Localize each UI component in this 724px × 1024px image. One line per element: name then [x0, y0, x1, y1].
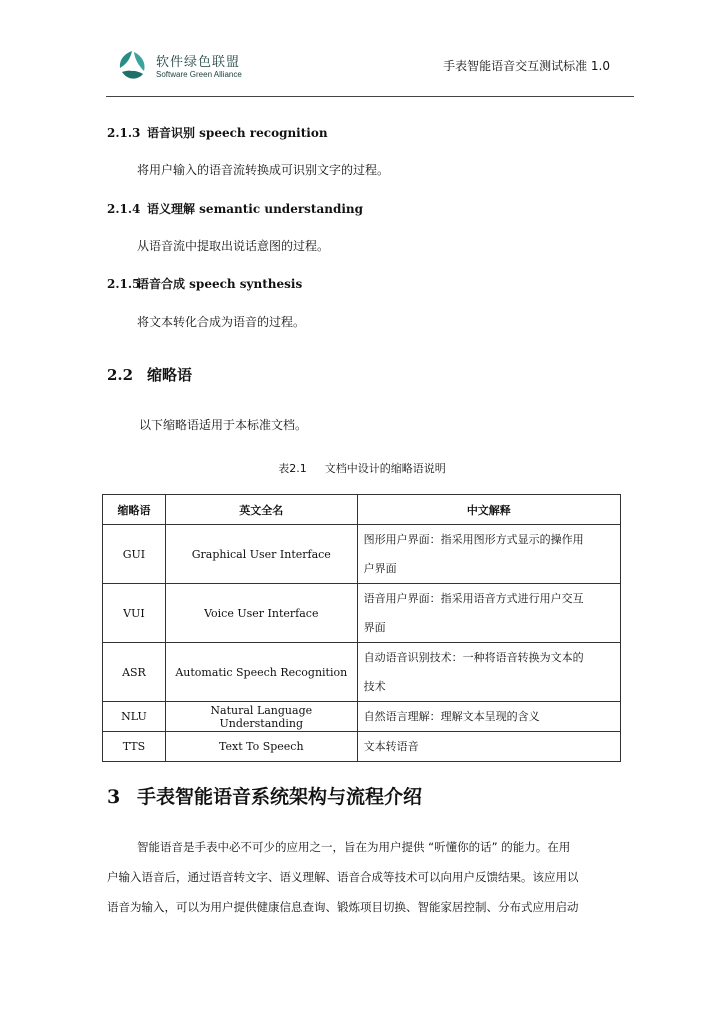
paragraph-2-1-4: 从语音流中提取出说话意图的过程。	[137, 239, 330, 253]
cell-abbr: VUI	[103, 584, 166, 643]
heading-3	[107, 782, 422, 809]
cell-abbr: GUI	[103, 525, 166, 584]
logo-text-cn: 软件绿色联盟	[156, 55, 241, 70]
cn-line: 技术	[363, 680, 386, 693]
cell-abbr: NLU	[103, 702, 166, 732]
heading-2-2	[107, 364, 192, 385]
header-full-name: 英文全名	[165, 495, 357, 525]
heading-title: 语义理解 semantic understanding	[147, 202, 364, 216]
table-row	[103, 525, 621, 584]
cell-full-name: Text To Speech	[165, 732, 357, 762]
caption-number: 表2.1	[278, 462, 307, 475]
caption-text: 文档中设计的缩略语说明	[324, 462, 446, 475]
cn-line: 图形用户界面：指采用图形方式显示的操作用	[363, 533, 584, 546]
header-abbr: 缩略语	[103, 495, 166, 525]
heading-title: 缩略语	[147, 366, 193, 384]
cell-full-name: Natural Language Understanding	[165, 702, 357, 732]
abbreviation-table	[102, 494, 621, 762]
document-title: 手表智能语音交互测试标准 1.0	[443, 59, 610, 73]
cell-abbr: ASR	[103, 643, 166, 702]
paragraph-2-1-3: 将用户输入的语音流转换成可识别文字的过程。	[137, 163, 390, 177]
table-row	[103, 732, 621, 762]
cell-abbr: TTS	[103, 732, 166, 762]
cn-line: 界面	[363, 621, 386, 634]
leaf-logo-icon	[114, 48, 150, 84]
page-header	[106, 44, 634, 97]
heading-title: 手表智能语音系统架构与流程介绍	[137, 786, 423, 808]
heading-2-1-3	[107, 124, 328, 141]
cell-full-name: Voice User Interface	[165, 584, 357, 643]
heading-2-1-5	[107, 275, 302, 292]
heading-title: 语音合成 speech synthesis	[137, 277, 303, 291]
body-line: 语音为输入，可以为用户提供健康信息查询、锻炼项目切换、智能家居控制、分布式应用启动	[107, 900, 579, 914]
heading-number: 2.1.4	[107, 202, 141, 216]
cn-line: 自动语音识别技术：一种将语音转换为文本的	[363, 651, 584, 664]
cn-line: 语音用户界面：指采用语音方式进行用户交互	[363, 592, 584, 605]
logo-text-en: Software Green Alliance	[156, 70, 242, 79]
table-row	[103, 584, 621, 643]
paragraph-2-2-intro: 以下缩略语适用于本标准文档。	[139, 418, 308, 432]
heading-number: 2.1.5	[107, 277, 141, 291]
heading-2-1-4	[107, 200, 363, 217]
heading-number: 2.1.3	[107, 126, 141, 140]
cell-full-name: Graphical User Interface	[165, 525, 357, 584]
header-cn-explanation: 中文解释	[357, 495, 620, 525]
heading-title: 语音识别 speech recognition	[147, 126, 328, 140]
section-3-body	[107, 832, 612, 922]
cell-cn-explanation: 自然语言理解：理解文本呈现的含义	[357, 702, 620, 732]
table-row	[103, 643, 621, 702]
body-line: 户输入语音后，通过语音转文字、语义理解、语音合成等技术可以向用户反馈结果。该应用以	[107, 870, 579, 884]
cell-cn-explanation: 文本转语音	[357, 732, 620, 762]
cell-full-name: Automatic Speech Recognition	[165, 643, 357, 702]
cell-cn-explanation	[357, 643, 620, 702]
cell-cn-explanation	[357, 525, 620, 584]
heading-number: 3	[107, 786, 121, 808]
heading-number: 2.2	[107, 366, 134, 384]
cn-line: 户界面	[363, 562, 397, 575]
cell-cn-explanation	[357, 584, 620, 643]
body-line: 智能语音是手表中必不可少的应用之一，旨在为用户提供 “听懂你的话” 的能力。在用	[137, 840, 571, 854]
table-caption	[0, 460, 724, 476]
table-header-row	[103, 495, 621, 525]
table-row	[103, 702, 621, 732]
paragraph-2-1-5: 将文本转化合成为语音的过程。	[137, 315, 306, 329]
